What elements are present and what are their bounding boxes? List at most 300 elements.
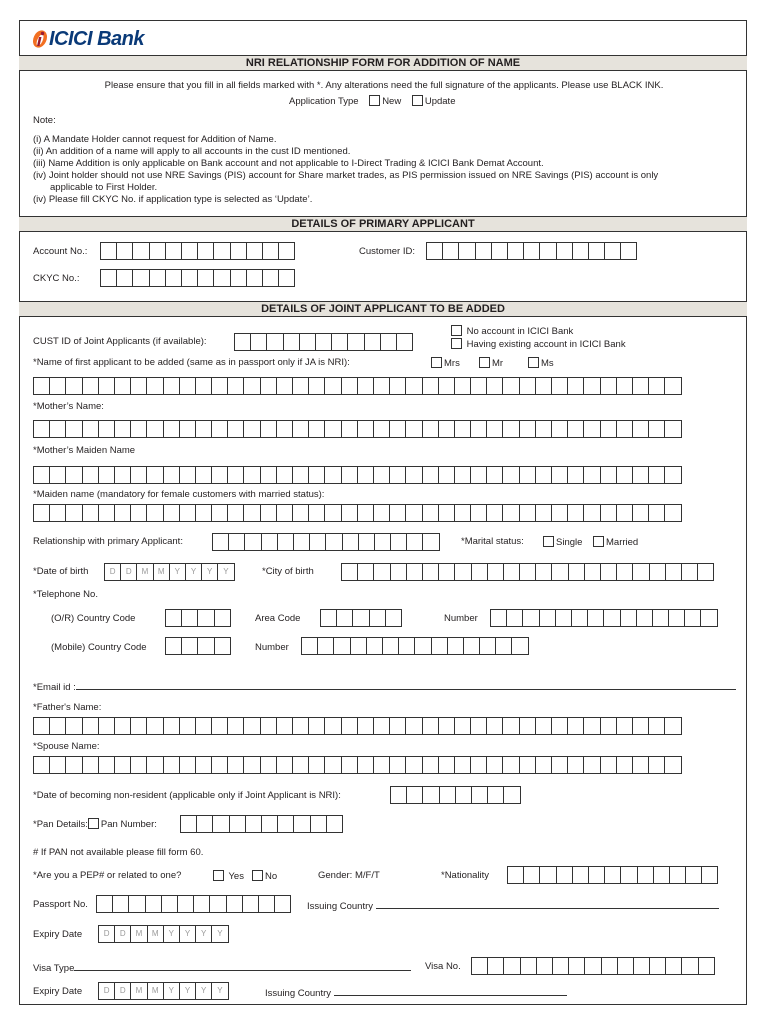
char-box[interactable] — [479, 637, 496, 655]
char-box[interactable] — [227, 756, 244, 774]
char-box[interactable]: Y — [163, 982, 180, 1000]
char-box[interactable] — [398, 637, 415, 655]
char-box[interactable] — [352, 609, 369, 627]
char-box[interactable] — [600, 717, 617, 735]
char-box[interactable] — [98, 377, 115, 395]
char-box[interactable] — [278, 242, 295, 260]
char-box[interactable]: Y — [195, 982, 212, 1000]
char-box[interactable]: M — [153, 563, 170, 581]
char-box[interactable] — [405, 756, 422, 774]
char-box[interactable] — [422, 377, 439, 395]
char-box[interactable] — [230, 269, 247, 287]
char-box[interactable] — [132, 269, 149, 287]
char-box[interactable] — [551, 504, 568, 522]
char-box[interactable] — [458, 242, 475, 260]
char-box[interactable] — [49, 466, 66, 484]
char-box[interactable] — [165, 269, 182, 287]
mobile-country-code-boxes[interactable] — [165, 637, 230, 655]
char-box[interactable] — [665, 563, 682, 581]
char-box[interactable] — [519, 563, 536, 581]
char-box[interactable] — [535, 377, 552, 395]
char-box[interactable] — [49, 420, 66, 438]
char-box[interactable] — [535, 756, 552, 774]
char-box[interactable] — [632, 504, 649, 522]
char-box[interactable] — [520, 957, 537, 975]
char-box[interactable] — [130, 420, 147, 438]
char-box[interactable] — [373, 756, 390, 774]
char-box[interactable] — [503, 563, 520, 581]
char-box[interactable] — [260, 377, 277, 395]
char-box[interactable] — [438, 377, 455, 395]
char-box[interactable] — [128, 895, 145, 913]
char-box[interactable] — [179, 466, 196, 484]
char-box[interactable]: Y — [179, 982, 196, 1000]
char-box[interactable] — [320, 609, 337, 627]
char-box[interactable] — [503, 786, 520, 804]
char-box[interactable] — [572, 866, 589, 884]
char-box[interactable] — [33, 504, 50, 522]
relationship-boxes[interactable] — [212, 533, 439, 551]
char-box[interactable] — [414, 637, 431, 655]
char-box[interactable] — [648, 756, 665, 774]
char-box[interactable] — [324, 466, 341, 484]
char-box[interactable] — [396, 333, 413, 351]
char-box[interactable] — [536, 957, 553, 975]
char-box[interactable] — [616, 504, 633, 522]
char-box[interactable] — [487, 786, 504, 804]
char-box[interactable] — [209, 895, 226, 913]
char-box[interactable] — [165, 242, 182, 260]
char-box[interactable] — [195, 756, 212, 774]
char-box[interactable] — [146, 466, 163, 484]
char-box[interactable] — [161, 895, 178, 913]
char-box[interactable] — [664, 377, 681, 395]
char-box[interactable] — [664, 466, 681, 484]
char-box[interactable] — [571, 609, 588, 627]
char-box[interactable] — [637, 866, 654, 884]
char-box[interactable] — [567, 504, 584, 522]
char-box[interactable]: Y — [185, 563, 202, 581]
char-box[interactable] — [681, 957, 698, 975]
char-box[interactable] — [98, 466, 115, 484]
char-box[interactable] — [422, 420, 439, 438]
char-box[interactable] — [227, 717, 244, 735]
char-box[interactable] — [49, 377, 66, 395]
char-box[interactable] — [163, 466, 180, 484]
char-box[interactable] — [632, 717, 649, 735]
pan-checkbox[interactable] — [88, 818, 99, 829]
char-box[interactable] — [426, 242, 443, 260]
issuing-country-line[interactable] — [376, 899, 719, 909]
char-box[interactable] — [664, 420, 681, 438]
char-box[interactable] — [114, 377, 131, 395]
char-box[interactable] — [212, 533, 229, 551]
char-box[interactable] — [422, 504, 439, 522]
char-box[interactable] — [572, 242, 589, 260]
char-box[interactable] — [648, 420, 665, 438]
char-box[interactable] — [431, 637, 448, 655]
char-box[interactable] — [539, 242, 556, 260]
char-box[interactable] — [163, 504, 180, 522]
passport-no-boxes[interactable] — [96, 895, 290, 913]
char-box[interactable] — [213, 269, 230, 287]
char-box[interactable] — [633, 957, 650, 975]
char-box[interactable] — [648, 717, 665, 735]
customer-id-boxes[interactable] — [426, 242, 636, 260]
char-box[interactable]: M — [130, 982, 147, 1000]
char-box[interactable] — [511, 637, 528, 655]
char-box[interactable] — [568, 563, 585, 581]
pep-yes-checkbox[interactable] — [213, 870, 224, 881]
char-box[interactable] — [636, 609, 653, 627]
char-box[interactable] — [389, 756, 406, 774]
char-box[interactable] — [389, 504, 406, 522]
char-box[interactable] — [539, 609, 556, 627]
char-box[interactable] — [65, 466, 82, 484]
char-box[interactable] — [422, 466, 439, 484]
char-box[interactable] — [65, 504, 82, 522]
char-box[interactable] — [583, 420, 600, 438]
char-box[interactable] — [130, 717, 147, 735]
char-box[interactable] — [486, 466, 503, 484]
char-box[interactable] — [246, 269, 263, 287]
char-box[interactable] — [277, 815, 294, 833]
char-box[interactable] — [490, 609, 507, 627]
char-box[interactable] — [130, 504, 147, 522]
char-box[interactable] — [463, 637, 480, 655]
char-box[interactable] — [181, 269, 198, 287]
char-box[interactable] — [244, 533, 261, 551]
char-box[interactable] — [179, 377, 196, 395]
char-box[interactable] — [551, 756, 568, 774]
char-box[interactable] — [438, 563, 455, 581]
char-box[interactable] — [181, 637, 198, 655]
char-box[interactable]: M — [147, 925, 164, 943]
char-box[interactable] — [486, 420, 503, 438]
char-box[interactable] — [197, 637, 214, 655]
char-box[interactable] — [373, 377, 390, 395]
char-box[interactable] — [406, 563, 423, 581]
char-box[interactable] — [196, 815, 213, 833]
char-box[interactable]: D — [114, 982, 131, 1000]
char-box[interactable] — [556, 866, 573, 884]
char-box[interactable] — [292, 756, 309, 774]
char-box[interactable] — [632, 466, 649, 484]
char-box[interactable] — [632, 563, 649, 581]
char-box[interactable]: Y — [211, 925, 228, 943]
char-box[interactable] — [535, 420, 552, 438]
char-box[interactable] — [211, 466, 228, 484]
char-box[interactable] — [276, 466, 293, 484]
char-box[interactable] — [324, 420, 341, 438]
char-box[interactable]: Y — [163, 925, 180, 943]
mr-checkbox[interactable] — [479, 357, 490, 368]
char-box[interactable] — [310, 815, 327, 833]
char-box[interactable] — [130, 377, 147, 395]
char-box[interactable] — [616, 756, 633, 774]
char-box[interactable] — [114, 717, 131, 735]
char-box[interactable] — [502, 504, 519, 522]
char-box[interactable] — [567, 377, 584, 395]
char-box[interactable] — [583, 377, 600, 395]
char-box[interactable] — [212, 815, 229, 833]
char-box[interactable] — [315, 333, 332, 351]
char-box[interactable] — [243, 420, 260, 438]
char-box[interactable] — [308, 504, 325, 522]
no-account-checkbox[interactable] — [451, 325, 462, 336]
char-box[interactable] — [33, 377, 50, 395]
char-box[interactable] — [685, 866, 702, 884]
char-box[interactable] — [242, 895, 259, 913]
char-box[interactable] — [211, 504, 228, 522]
char-box[interactable] — [357, 504, 374, 522]
char-box[interactable] — [243, 717, 260, 735]
first-applicant-name-boxes[interactable] — [33, 377, 681, 395]
char-box[interactable]: M — [147, 982, 164, 1000]
char-box[interactable] — [551, 563, 568, 581]
char-box[interactable] — [364, 333, 381, 351]
char-box[interactable] — [116, 269, 133, 287]
char-box[interactable] — [341, 756, 358, 774]
char-box[interactable]: Y — [195, 925, 212, 943]
char-box[interactable] — [568, 957, 585, 975]
char-box[interactable] — [33, 420, 50, 438]
char-box[interactable] — [506, 609, 523, 627]
char-box[interactable] — [357, 420, 374, 438]
char-box[interactable]: D — [104, 563, 121, 581]
char-box[interactable] — [179, 717, 196, 735]
char-box[interactable] — [227, 504, 244, 522]
char-box[interactable] — [341, 420, 358, 438]
char-box[interactable] — [114, 420, 131, 438]
char-box[interactable] — [65, 756, 82, 774]
char-box[interactable] — [653, 866, 670, 884]
char-box[interactable] — [195, 377, 212, 395]
char-box[interactable] — [373, 466, 390, 484]
account-no-boxes[interactable] — [100, 242, 294, 260]
char-box[interactable] — [292, 504, 309, 522]
char-box[interactable] — [535, 717, 552, 735]
char-box[interactable] — [519, 420, 536, 438]
char-box[interactable] — [65, 377, 82, 395]
char-box[interactable] — [684, 609, 701, 627]
mothers-name-boxes[interactable] — [33, 420, 681, 438]
char-box[interactable] — [601, 957, 618, 975]
char-box[interactable] — [33, 466, 50, 484]
char-box[interactable] — [347, 333, 364, 351]
char-box[interactable] — [491, 242, 508, 260]
char-box[interactable] — [422, 563, 439, 581]
char-box[interactable] — [214, 609, 231, 627]
char-box[interactable] — [49, 756, 66, 774]
char-box[interactable] — [179, 756, 196, 774]
char-box[interactable] — [486, 717, 503, 735]
char-box[interactable] — [470, 377, 487, 395]
char-box[interactable] — [309, 533, 326, 551]
char-box[interactable] — [616, 377, 633, 395]
char-box[interactable] — [616, 420, 633, 438]
char-box[interactable]: Y — [217, 563, 234, 581]
char-box[interactable] — [177, 895, 194, 913]
char-box[interactable] — [664, 756, 681, 774]
char-box[interactable] — [49, 717, 66, 735]
char-box[interactable] — [539, 866, 556, 884]
char-box[interactable] — [341, 563, 358, 581]
char-box[interactable] — [632, 756, 649, 774]
char-box[interactable] — [583, 717, 600, 735]
email-line[interactable] — [76, 680, 736, 690]
char-box[interactable] — [486, 377, 503, 395]
char-box[interactable] — [146, 717, 163, 735]
char-box[interactable] — [620, 866, 637, 884]
char-box[interactable] — [195, 717, 212, 735]
char-box[interactable] — [551, 717, 568, 735]
char-box[interactable] — [555, 609, 572, 627]
char-box[interactable] — [258, 895, 275, 913]
char-box[interactable] — [495, 637, 512, 655]
char-box[interactable] — [293, 815, 310, 833]
char-box[interactable] — [519, 717, 536, 735]
char-box[interactable] — [116, 242, 133, 260]
char-box[interactable] — [648, 466, 665, 484]
char-box[interactable] — [114, 466, 131, 484]
char-box[interactable] — [600, 466, 617, 484]
char-box[interactable] — [447, 637, 464, 655]
char-box[interactable] — [567, 756, 584, 774]
char-box[interactable] — [197, 242, 214, 260]
char-box[interactable] — [336, 609, 353, 627]
char-box[interactable] — [604, 866, 621, 884]
char-box[interactable] — [227, 420, 244, 438]
char-box[interactable] — [422, 756, 439, 774]
char-box[interactable] — [179, 420, 196, 438]
char-box[interactable] — [382, 637, 399, 655]
char-box[interactable] — [567, 420, 584, 438]
mobile-number-boxes[interactable] — [301, 637, 528, 655]
char-box[interactable] — [390, 786, 407, 804]
char-box[interactable] — [211, 420, 228, 438]
char-box[interactable] — [486, 504, 503, 522]
char-box[interactable] — [600, 420, 617, 438]
char-box[interactable] — [179, 504, 196, 522]
char-box[interactable] — [163, 377, 180, 395]
char-box[interactable] — [422, 533, 439, 551]
char-box[interactable] — [146, 756, 163, 774]
char-box[interactable] — [333, 637, 350, 655]
char-box[interactable] — [507, 242, 524, 260]
char-box[interactable] — [535, 466, 552, 484]
char-box[interactable] — [389, 420, 406, 438]
char-box[interactable] — [262, 269, 279, 287]
char-box[interactable] — [471, 957, 488, 975]
char-box[interactable] — [697, 563, 714, 581]
char-box[interactable] — [454, 420, 471, 438]
char-box[interactable] — [112, 895, 129, 913]
char-box[interactable] — [165, 637, 182, 655]
fathers-name-boxes[interactable] — [33, 717, 681, 735]
char-box[interactable] — [96, 895, 113, 913]
char-box[interactable] — [583, 466, 600, 484]
ckyc-no-boxes[interactable] — [100, 269, 294, 287]
char-box[interactable] — [502, 756, 519, 774]
char-box[interactable] — [98, 756, 115, 774]
char-box[interactable] — [260, 756, 277, 774]
char-box[interactable] — [366, 637, 383, 655]
char-box[interactable] — [584, 957, 601, 975]
char-box[interactable] — [668, 609, 685, 627]
char-box[interactable] — [681, 563, 698, 581]
char-box[interactable] — [180, 815, 197, 833]
char-box[interactable] — [100, 269, 117, 287]
char-box[interactable] — [616, 563, 633, 581]
char-box[interactable] — [439, 786, 456, 804]
char-box[interactable] — [556, 242, 573, 260]
char-box[interactable] — [195, 420, 212, 438]
char-box[interactable] — [213, 242, 230, 260]
nationality-boxes[interactable] — [507, 866, 717, 884]
char-box[interactable]: D — [98, 982, 115, 1000]
char-box[interactable] — [49, 504, 66, 522]
char-box[interactable] — [276, 717, 293, 735]
char-box[interactable] — [600, 504, 617, 522]
char-box[interactable] — [98, 420, 115, 438]
char-box[interactable] — [276, 756, 293, 774]
char-box[interactable] — [165, 609, 182, 627]
char-box[interactable] — [470, 504, 487, 522]
char-box[interactable] — [211, 377, 228, 395]
char-box[interactable] — [373, 563, 390, 581]
char-box[interactable] — [266, 333, 283, 351]
char-box[interactable] — [552, 957, 569, 975]
char-box[interactable] — [130, 756, 147, 774]
char-box[interactable] — [357, 377, 374, 395]
char-box[interactable] — [649, 957, 666, 975]
char-box[interactable] — [487, 957, 504, 975]
char-box[interactable] — [292, 377, 309, 395]
char-box[interactable] — [98, 504, 115, 522]
char-box[interactable] — [308, 717, 325, 735]
char-box[interactable] — [277, 533, 294, 551]
char-box[interactable] — [130, 466, 147, 484]
char-box[interactable] — [214, 637, 231, 655]
char-box[interactable] — [471, 786, 488, 804]
application-type-update-checkbox[interactable] — [412, 95, 423, 106]
char-box[interactable] — [588, 866, 605, 884]
char-box[interactable] — [317, 637, 334, 655]
char-box[interactable] — [228, 533, 245, 551]
char-box[interactable] — [519, 504, 536, 522]
char-box[interactable] — [114, 504, 131, 522]
char-box[interactable] — [149, 269, 166, 287]
visa-no-boxes[interactable] — [471, 957, 714, 975]
char-box[interactable] — [181, 609, 198, 627]
char-box[interactable] — [600, 563, 617, 581]
char-box[interactable] — [649, 563, 666, 581]
char-box[interactable]: M — [130, 925, 147, 943]
char-box[interactable] — [293, 533, 310, 551]
char-box[interactable] — [195, 466, 212, 484]
char-box[interactable] — [442, 242, 459, 260]
char-box[interactable] — [405, 717, 422, 735]
char-box[interactable] — [648, 504, 665, 522]
char-box[interactable] — [389, 717, 406, 735]
char-box[interactable] — [65, 420, 82, 438]
existing-account-checkbox[interactable] — [451, 338, 462, 349]
char-box[interactable] — [243, 756, 260, 774]
pan-number-boxes[interactable] — [180, 815, 342, 833]
or-number-boxes[interactable] — [490, 609, 717, 627]
char-box[interactable] — [98, 717, 115, 735]
